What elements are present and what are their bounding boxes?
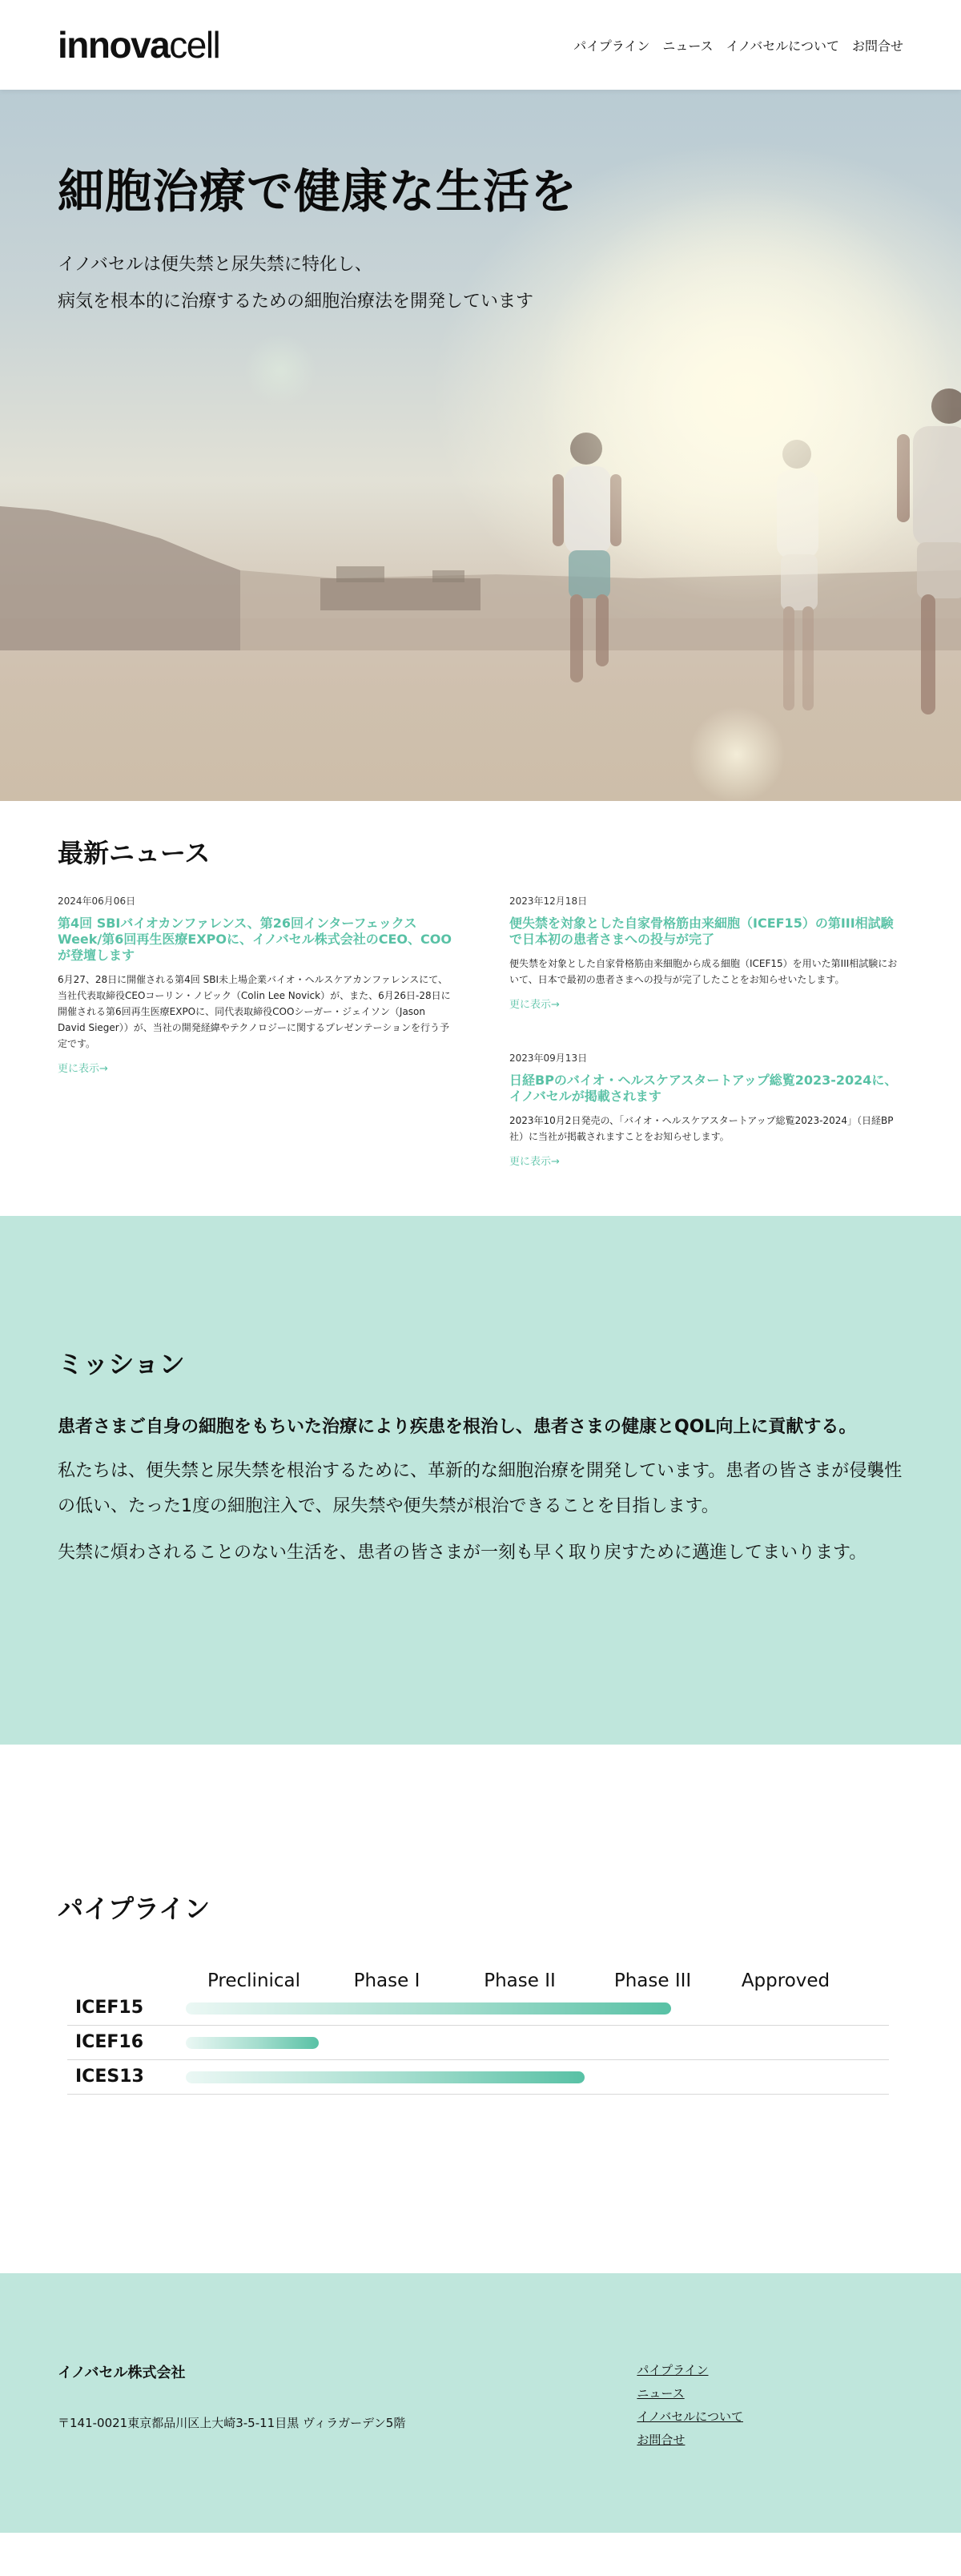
news-item bbox=[509, 1051, 903, 1168]
pipeline-title: パイプライン bbox=[58, 1894, 211, 1924]
footer-address: 〒141-0021東京都品川区上大崎3-5-11目黒 ヴィラガーデン5階 bbox=[58, 2416, 406, 2430]
hero-subtitle-line2: 病気を根本的に治療するための細胞治療法を開発しています bbox=[58, 292, 534, 312]
site-footer bbox=[0, 2273, 961, 2533]
news-title[interactable]: 日経BPのバイオ・ヘルスケアスタートアップ総覧2023-2024に、イノバセルが掲載されます bbox=[509, 1073, 898, 1104]
pipeline-product-name: ICEF15 bbox=[75, 1998, 144, 2018]
footer-link-contact[interactable]: お問合せ bbox=[637, 2433, 686, 2447]
mission-text-2: 失禁に煩わされることのない生活を、患者の皆さまが一刻も早く取り戻すために邁進してまいります。 bbox=[58, 1543, 867, 1563]
news-item bbox=[509, 894, 903, 1011]
nav-contact[interactable]: お問合せ bbox=[851, 38, 903, 54]
news-title[interactable]: 第4回 SBIバイオカンファレンス、第26回インターフェックスWeek/第6回再生医療EXPOに、イノバセル株式会社のCEO、COOが登壇します bbox=[58, 916, 452, 963]
sun-flare bbox=[537, 186, 953, 602]
pipeline-product-name: ICES13 bbox=[75, 2067, 144, 2087]
news-body: 2023年10月2日発売の、「バイオ・ヘルスケアスタートアップ総覧2023-2024」（日経BP社）に当社が掲載されますことをお知らせします。 bbox=[509, 1115, 894, 1142]
pipeline-row bbox=[67, 2026, 889, 2060]
phase-label-phase3: Phase III bbox=[613, 1970, 692, 1991]
news-section-title: 最新ニュース bbox=[58, 838, 211, 868]
hero-section bbox=[0, 90, 961, 801]
mission-section bbox=[0, 1216, 961, 1745]
pipeline-section bbox=[0, 1745, 961, 2273]
news-item bbox=[58, 894, 452, 1075]
news-title[interactable]: 便失禁を対象とした自家骨格筋由来細胞（ICEF15）の第III相試験で日本初の患者さまへの投与が完了 bbox=[509, 916, 894, 947]
news-more-link[interactable]: 更に表示→ bbox=[509, 999, 560, 1011]
mission-lead: 患者さまご自身の細胞をもちいた治療により疾患を根治し、患者さまの健康とQOL向上に貢献する。 bbox=[58, 1417, 857, 1437]
pipeline-table bbox=[67, 1961, 889, 2095]
news-grid bbox=[58, 894, 903, 1168]
footer-company-name: イノバセル株式会社 bbox=[58, 2365, 186, 2381]
pipeline-phase-header bbox=[67, 1961, 889, 1991]
nav-pipeline[interactable]: パイプライン bbox=[573, 38, 650, 54]
news-more-link[interactable]: 更に表示→ bbox=[509, 1156, 560, 1168]
logo-bold-text: innova bbox=[58, 24, 170, 66]
main-nav bbox=[573, 36, 903, 54]
mission-text-1: 私たちは、便失禁と尿失禁を根治するために、革新的な細胞治療を開発しています。患者の皆さまが侵襲性の低い、たった1度の細胞注入で、尿失禁や便失禁が根治できることを目指します。 bbox=[58, 1461, 903, 1516]
news-section bbox=[0, 801, 961, 1216]
hero-subtitle bbox=[58, 247, 577, 320]
pipeline-progress-bar bbox=[186, 2002, 671, 2015]
pipeline-product-name: ICEF16 bbox=[75, 2032, 144, 2052]
site-header bbox=[0, 0, 961, 90]
news-body: 6月27、28日に開催される第4回 SBI未上場企業バイオ・ヘルスケアカンファレンスにて、当社代表取締役CEOコーリン・ノビック（Colin Lee Novick）が、また、6月26日-28日に開催される第6回再生医療EXPOに、同代表取締役COOシーガー・ジェイソン（Jason David Sieger））が、当社の開発経緯やテクノロジーに関するプレゼンテーションを行う予定です。 bbox=[58, 974, 451, 1049]
phase-label-phase2: Phase II bbox=[484, 1970, 556, 1991]
pipeline-row bbox=[67, 2060, 889, 2095]
hero-subtitle-line1: イノバセルは便失禁と尿失禁に特化し、 bbox=[58, 255, 372, 275]
logo-light-text: cell bbox=[169, 24, 220, 66]
footer-link-pipeline[interactable]: パイプライン bbox=[637, 2363, 709, 2377]
hero-title: 細胞治療で健康な生活を bbox=[58, 164, 578, 219]
pipeline-progress-bar bbox=[186, 2071, 585, 2083]
news-date: 2023年09月13日 bbox=[509, 1053, 588, 1064]
phase-label-preclinical: Preclinical bbox=[207, 1970, 301, 1991]
news-column-left bbox=[58, 894, 452, 1168]
news-date: 2024年06月06日 bbox=[58, 896, 136, 907]
news-body: 便失禁を対象とした自家骨格筋由来細胞から成る細胞（ICEF15）を用いた第III相試験において、日本で最初の患者さまへの投与が完了したことをお知らせいたします。 bbox=[509, 958, 898, 985]
news-date: 2023年12月18日 bbox=[509, 896, 588, 907]
hill-left bbox=[0, 506, 240, 650]
nav-news[interactable]: ニュース bbox=[662, 38, 714, 54]
pipeline-row bbox=[67, 1991, 889, 2026]
pipeline-progress-bar bbox=[186, 2037, 319, 2049]
innovacell-logo[interactable] bbox=[58, 24, 220, 66]
footer-link-news[interactable]: ニュース bbox=[637, 2386, 685, 2401]
phase-label-phase1: Phase I bbox=[353, 1970, 420, 1991]
mission-title: ミッション bbox=[58, 1349, 185, 1379]
footer-company-info bbox=[58, 2361, 405, 2533]
news-more-link[interactable]: 更に表示→ bbox=[58, 1063, 108, 1075]
footer-link-about[interactable]: イノバセルについて bbox=[637, 2409, 743, 2424]
footer-nav bbox=[637, 2361, 743, 2533]
nav-about[interactable]: イノバセルについて bbox=[726, 38, 839, 54]
news-column-right bbox=[509, 894, 903, 1168]
phase-label-approved: Approved bbox=[741, 1970, 830, 1991]
hero-text bbox=[58, 154, 577, 320]
distant-building bbox=[320, 578, 480, 610]
